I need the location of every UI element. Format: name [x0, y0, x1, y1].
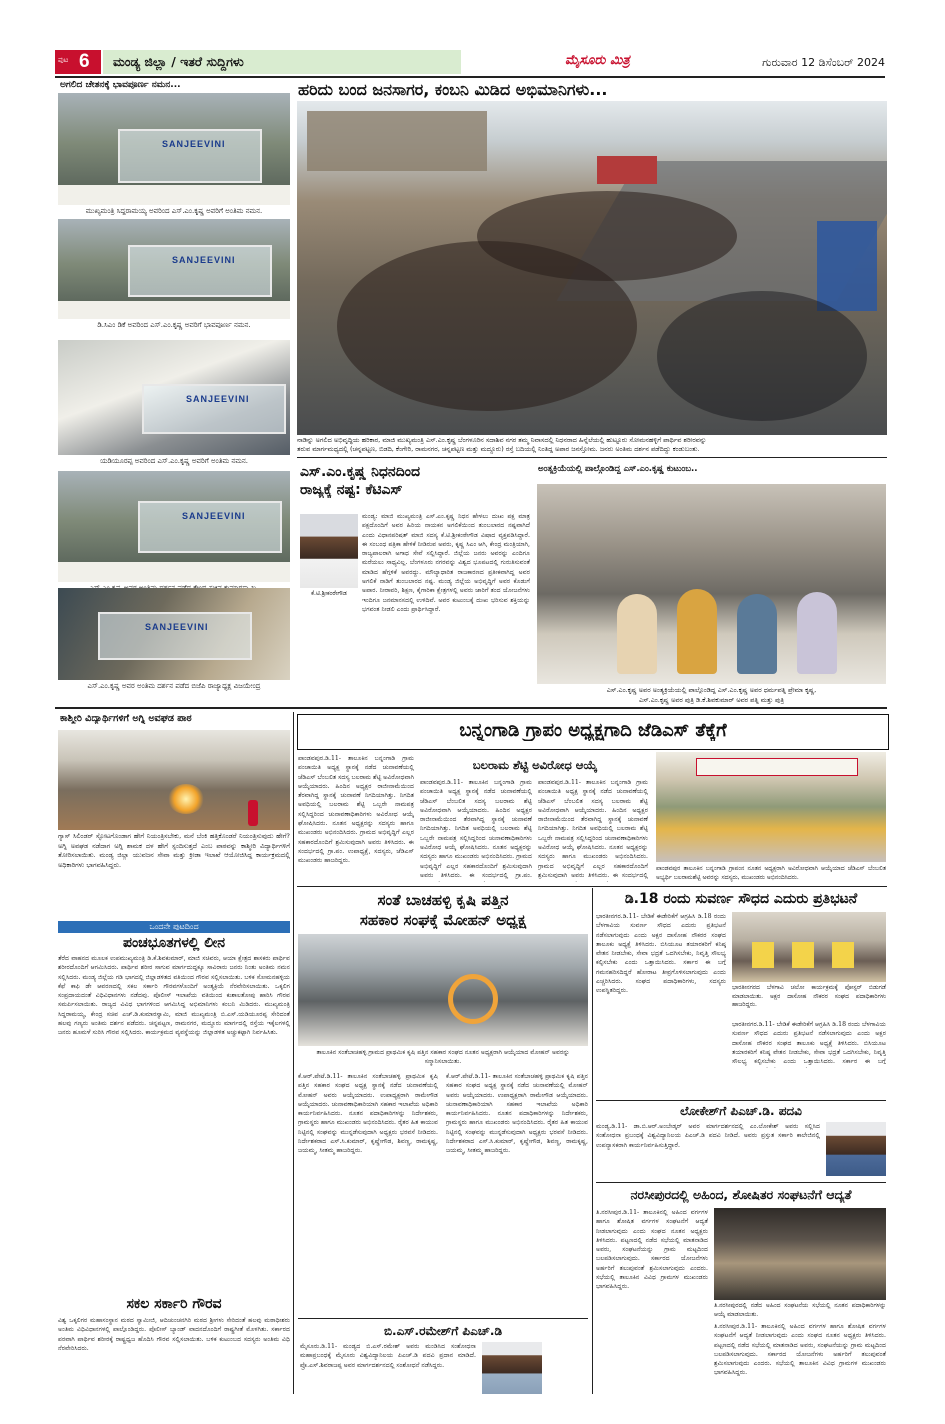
- bus: [597, 156, 657, 184]
- seated-person: [797, 592, 837, 674]
- masthead-divider: [55, 76, 885, 78]
- lokesh-headline: ಲೋಕೇಶ್‌ಗೆ ಪಿಎಚ್.ಡಿ. ಪದವಿ: [680, 1104, 802, 1118]
- tribute-caption-2: ಡಿ.ಸಿಎಂ ಡಿಕೆ ಅವರಿಂದ ಎಸ್.ಎಂ.ಕೃಷ್ಣ ಅವರಿಗೆ ಭಾವಪೂರ್ಣ ನಮನ.: [58, 320, 290, 330]
- coop-headline-1: ಸಂತೆ ಬಾಚಹಳ್ಳಿ ಕೃಷಿ ಪತ್ತಿನ: [377, 891, 509, 909]
- jds-banner: ಬನ್ನಂಗಾಡಿ ಗ್ರಾಪಂ ಅಧ್ಯಕ್ಷಗಾದಿ ಜೆಡಿಎಸ್ ತೆಕ್ಕೆಗೆ: [459, 720, 727, 741]
- casket-label: SANJEEVINI: [186, 394, 250, 404]
- tribute-photo-1: [58, 93, 290, 205]
- narasipura-body: ತಿ.ನರಸೀಪುರ.ಡಿ.11- ತಾಲೂಕಿನಲ್ಲಿ ಅಹಿಂದ ವರ್ಗಗಳ ಹಾಗೂ ಶೋಷಿತ ವರ್ಗಗಳ ಸಂಘಟನೆಗೆ ಆದ್ಯತೆ ನೀಡಲಾಗುವುದು ಎಂದು ಸಂಘದ ನೂತನ ಅಧ್ಯಕ್ಷರು ತಿಳಿಸಿದರು. ಪಟ್ಟಣದಲ್ಲಿ ನಡೆದ ಸಭೆಯಲ್ಲಿ ಮಾತನಾಡಿದ ಅವರು, ಸಂಘಟನೆಯನ್ನು ಗ್ರಾಮ ಮಟ್ಟದಿಂದ ಬಲಪಡಿಸಲಾಗುವುದು. ಸರ್ಕಾರದ ಯೋಜನೆಗಳು ಅರ್ಹರಿಗೆ ತಲುಪುವಂತೆ ಶ್ರಮಿಸಲಾಗುವುದು ಎಂದರು. ಸಭೆಯಲ್ಲಿ ತಾಲೂಕಿನ ವಿವಿಧ ಗ್ರಾಮಗಳ ಮುಖಂಡರು ಭಾಗವಹಿಸಿದ್ದರು.: [596, 1209, 708, 1291]
- paper-name: ಮೈಸೂರು ಮಿತ್ರ: [565, 53, 630, 68]
- jds-photo: [656, 752, 886, 862]
- continued-tag: [58, 921, 290, 933]
- office-sign: [696, 758, 858, 776]
- protest-photo-caption: ಭಾರತೀನಗರದ ಬೆಳಗಾವಿ ಚಲೋ ಕಾರ್ಯಕ್ರಮಕ್ಕೆ ಪೋಸ್ಟರ್ ಬಿಡುಗಡೆ ಮಾಡಲಾಯಿತು. ಅಕ್ಷರ ದಾಸೋಹ ನೌಕರರ ಸಂಘದ ಪದಾಧಿಕಾರಿಗಳು ಹಾಜರಿದ್ದರು.: [732, 984, 886, 1008]
- jds-subhead: ಬಲರಾಮ ಶೆಟ್ಟಿ ಅವಿರೋಧ ಆಯ್ಕೆ: [472, 758, 598, 772]
- fire-extinguisher: [248, 800, 258, 826]
- divider: [297, 457, 887, 458]
- casket-label: SANJEEVINI: [145, 622, 209, 632]
- coop-photo-caption: ತಾಲೂಕಿನ ಸಂತೆಬಾಚಹಳ್ಳಿ ಗ್ರಾಮದ ಪ್ರಾಥಮಿಕ ಕೃಷಿ ಪತ್ತಿನ ಸಹಕಾರ ಸಂಘದ ನೂತನ ಅಧ್ಯಕ್ಷರಾಗಿ ಆಯ್ಕೆಯಾದ ಮೋಹನ್ ಅವರನ್ನು ಸನ್ಮಾನಿಸಲಾಯಿತು.: [316, 1049, 570, 1065]
- column-divider: [592, 888, 593, 1394]
- jds-photo-caption: ಪಾಂಡವಪುರ ತಾಲೂಕಿನ ಬನ್ನಂಗಾಡಿ ಗ್ರಾಪಂನ ನೂತನ ಅಧ್ಯಕ್ಷರಾಗಿ ಅವಿರೋಧವಾಗಿ ಆಯ್ಕೆಯಾದ ಜೆಡಿಎಸ್ ಬೆಂಬಲಿತ ಅಭ್ಯರ್ಥಿ ಬಲರಾಮಶೆಟ್ಟಿ ಅವರನ್ನು ಸದಸ್ಯರು, ಮುಖಂಡರು ಅಭಿನಂದಿಸಿದರು.: [656, 865, 886, 881]
- crowd: [657, 291, 867, 421]
- casket: [118, 129, 262, 183]
- column-divider: [293, 712, 294, 1394]
- flower-bed: [58, 301, 290, 319]
- flower-bed: [58, 185, 290, 205]
- masthead: [55, 50, 885, 74]
- ktis-body: ಮಂಡ್ಯ: ಮಾಜಿ ಮುಖ್ಯಮಂತ್ರಿ ಎಸ್.ಎಂ.ಕೃಷ್ಣ ನಿಧನ ಹೇಳಲು ದುಃಖ ಪಕ್ಷ ಮಾತ್ರ ಪಕ್ಷದೊಂದಿಗೆ ಅವರ ಹಿರಿಯ ನಾಯಕನ ಅಗಲಿಕೆಯಿಂದ ತುಂಬಲಾರದ ನಷ್ಟವಾಗಿದೆ ಎಂದು ವಿಧಾನಪರಿಷತ್ ಮಾಜಿ ಸದಸ್ಯ ಕೆ.ಟಿ.ಶ್ರೀಕಂಠೇಗೌಡ ವಿಷಾದ ವ್ಯಕ್ತಪಡಿಸಿದ್ದಾರೆ. ಈ ಸಂಬಂಧ ಪತ್ರಿಕಾ ಹೇಳಿಕೆ ನೀಡಿರುವ ಅವರು, ಕೃಷ್ಣ ಸಿಎಂ ಆಗಿ, ಕೇಂದ್ರ ಮಂತ್ರಿಯಾಗಿ, ರಾಜ್ಯಪಾಲರಾಗಿ ಅಗಾಧ ಸೇವೆ ಸಲ್ಲಿಸಿದ್ದಾರೆ. ಜಿಲ್ಲೆಯ ಜನರು ಅವರನ್ನು ಎಂದಿಗೂ ಮರೆಯಲು ಸಾಧ್ಯವಿಲ್ಲ. ಬೆಂಗಳೂರು ನಗರವನ್ನು ವಿಶ್ವದ ಭೂಪಟದಲ್ಲಿ ಗುರುತಿಸುವಂತೆ ಮಾಡಿದ ಹೆಗ್ಗಳಿಕೆ ಅವರದ್ದು. ಮೌಲ್ಯಾಧಾರಿತ ರಾಜಕಾರಣದ ಪ್ರತೀಕವಾಗಿದ್ದ ಅವರ ಅಗಲಿಕೆ ನಾಡಿಗೆ ತುಂಬಲಾರದ ನಷ್ಟ. ಮಂಡ್ಯ ಜಿಲ್ಲೆಯ ಅಭಿವೃದ್ಧಿಗೆ ಅವರ ಕೊಡುಗೆ ಅಪಾರ. ನೀರಾವರಿ, ಶಿಕ್ಷಣ, ಕೈಗಾರಿಕಾ ಕ್ಷೇತ್ರಗಳಲ್ಲಿ ಅವರು ಜಾರಿಗೆ ತಂದ ಯೋಜನೆಗಳು ಇಂದಿಗೂ ಜನಮಾನಸದಲ್ಲಿ ಉಳಿದಿವೆ. ಅವರ ಕುಟುಂಬಕ್ಕೆ ದುಃಖ ಭರಿಸುವ ಶಕ್ತಿಯನ್ನು ಭಗವಂತ ನೀಡಲಿ ಎಂದು ಪ್ರಾರ್ಥಿಸಿದ್ದಾರೆ.: [362, 513, 530, 613]
- continued-tag-text: ಒಂದನೇ ಪುಟದಿಂದ: [149, 922, 199, 931]
- tribute-caption-1: ಮುಖ್ಯಮಂತ್ರಿ ಸಿದ್ದರಾಮಯ್ಯ ಅವರಿಂದ ಎಸ್.ಎಂ.ಕೃಷ್ಣ ಅವರಿಗೆ ಅಂತಿಮ ನಮನ.: [58, 206, 290, 216]
- protest-headline: ಡಿ.18 ರಂದು ಸುವರ್ಣ ಸೌಧದ ಎದುರು ಪ್ರತಿಭಟನೆ: [624, 891, 858, 907]
- kashmir-photo: [58, 730, 290, 830]
- protest-body-col2: ಭಾರತೀನಗರ.ಡಿ.11- ಬೇಡಿಕೆ ಈಡೇರಿಕೆಗೆ ಆಗ್ರಹಿಸಿ ಡಿ.18 ರಂದು ಬೆಳಗಾವಿಯ ಸುವರ್ಣ ಸೌಧದ ಎದುರು ಪ್ರತಿಭಟನೆ ನಡೆಸಲಾಗುವುದು ಎಂದು ಅಕ್ಷರ ದಾಸೋಹ ನೌಕರರ ಸಂಘದ ತಾಲೂಕು ಅಧ್ಯಕ್ಷೆ ತಿಳಿಸಿದರು. ಬಿಸಿಯೂಟ ತಯಾರಕರಿಗೆ ಕನಿಷ್ಠ ವೇತನ ನೀಡಬೇಕು, ಸೇವಾ ಭದ್ರತೆ ಒದಗಿಸಬೇಕು, ನಿವೃತ್ತಿ ಸೌಲಭ್ಯ ಕಲ್ಪಿಸಬೇಕು ಎಂದು ಒತ್ತಾಯಿಸಿದರು. ಸರ್ಕಾರ ಈ ಬಗ್ಗೆ: [732, 1021, 886, 1066]
- flower-bed: [58, 562, 290, 582]
- ktis-portrait: [300, 514, 358, 588]
- section-title-bar: [103, 50, 461, 74]
- poster: [752, 942, 774, 968]
- page-label: ಪುಟ: [58, 56, 69, 64]
- tribute-photo-5: [58, 588, 290, 680]
- divider: [298, 1318, 588, 1319]
- poster: [832, 942, 854, 968]
- tribute-caption-5: ಎಸ್.ಎಂ.ಕೃಷ್ಣ ಅವರ ಅಂತಿಮ ದರ್ಶನ ಪಡೆದ ಬಿಜೆಪಿ ರಾಜ್ಯಾಧ್ಯಕ್ಷ ವಿಜಯೇಂದ್ರ: [58, 681, 290, 691]
- garland: [448, 974, 498, 1024]
- protest-photo: [732, 912, 886, 982]
- ktis-headline-2: ರಾಜ್ಯಕ್ಕೆ ನಷ್ಟ: ಕೆಟಿಎಸ್: [300, 482, 403, 498]
- continued-body: ತೆರೆದ ವಾಹನದ ಮೂಲಕ ಉಪಮುಖ್ಯಮಂತ್ರಿ ಡಿ.ಕೆ.ಶಿವಕುಮಾರ್, ಮಾಜಿ ಸಚಿವರು, ಆಯಾ ಕ್ಷೇತ್ರದ ಶಾಸಕರು ಪಾರ್ಥಿವ ಶರೀರದೊಂದಿಗೆ ಆಗಮಿಸಿದರು. ಪಾರ್ಥಿವ ಶರೀರ ಸಾಗುವ ಮಾರ್ಗದುದ್ದಕ್ಕೂ ಸಾವಿರಾರು ಜನರು ನಿಂತು ಅಂತಿಮ ನಮನ ಸಲ್ಲಿಸಿದರು. ಮಂಡ್ಯ ಜಿಲ್ಲೆಯ ಗಡಿ ಭಾಗದಲ್ಲಿ ಜಿಲ್ಲಾಡಳಿತದ ವತಿಯಿಂದ ಗೌರವ ಸಲ್ಲಿಸಲಾಯಿತು. ಬಳಿಕ ಸೋಮನಹಳ್ಳಿಯ ಕೆಫೆ ಕಾಫಿ ಡೇ ಆವರಣದಲ್ಲಿ ಸಕಲ ಸರ್ಕಾರಿ ಗೌರವಗಳೊಂದಿಗೆ ಅಂತ್ಯಕ್ರಿಯೆ ನೆರವೇರಿಸಲಾಯಿತು. ಒಕ್ಕಲಿಗ ಸಂಪ್ರದಾಯದಂತೆ ವಿಧಿವಿಧಾನಗಳು ನಡೆದವು. ಪೊಲೀಸ್ ಇಲಾಖೆಯ ವತಿಯಿಂದ ಕುಶಾಲತೋಪು ಹಾರಿಸಿ ಗೌರವ ಸಮರ್ಪಿಸಲಾಯಿತು. ರಾಜ್ಯದ ವಿವಿಧ ಭಾಗಗಳಿಂದ ಆಗಮಿಸಿದ್ದ ಅಭಿಮಾನಿಗಳು ಕಂಬನಿ ಮಿಡಿದರು. ಮುಖ್ಯಮಂತ್ರಿ ಸಿದ್ದರಾಮಯ್ಯ, ಕೇಂದ್ರ ಸಚಿವ ಎಚ್.ಡಿ.ಕುಮಾರಸ್ವಾಮಿ, ಮಾಜಿ ಮುಖ್ಯಮಂತ್ರಿ ಬಿ.ಎಸ್.ಯಡಿಯೂರಪ್ಪ ಸೇರಿದಂತೆ ಹಲವು ಗಣ್ಯರು ಅಂತಿಮ ದರ್ಶನ ಪಡೆದರು. ಚನ್ನಪಟ್ಟಣ, ರಾಮನಗರ, ಮದ್ದೂರು ಮಾರ್ಗದಲ್ಲಿ ರಸ್ತೆಯ ಇಕ್ಕೆಲಗಳಲ್ಲಿ ಜನರು ಹೂಮಳೆ ಸುರಿಸಿ ಗೌರವ ಸಲ್ಲಿಸಿದರು. ಕಾರ್ಯಕ್ರಮದ ವ್ಯವಸ್ಥೆಯನ್ನು ಜಿಲ್ಲಾಡಳಿತ ಅಚ್ಚುಕಟ್ಟಾಗಿ ನಿರ್ವಹಿಸಿತು.: [58, 955, 290, 1037]
- narasipura-photo: [714, 1208, 886, 1300]
- continued-sub-headline: ಸಕಲ ಸರ್ಕಾರಿ ಗೌರವ: [126, 1296, 222, 1312]
- coop-headline-2: ಸಹಕಾರ ಸಂಘಕ್ಕೆ ಮೋಹನ್ ಅಧ್ಯಕ್ಷ: [359, 911, 527, 929]
- coop-body-col2: ಕೆ.ಆರ್.ಪೇಟೆ.ಡಿ.11- ತಾಲೂಕಿನ ಸಂತೆಬಾಚಹಳ್ಳಿ ಪ್ರಾಥಮಿಕ ಕೃಷಿ ಪತ್ತಿನ ಸಹಕಾರ ಸಂಘದ ಅಧ್ಯಕ್ಷ ಸ್ಥಾನಕ್ಕೆ ನಡೆದ ಚುನಾವಣೆಯಲ್ಲಿ ಮೋಹನ್ ಅವರು ಆಯ್ಕೆಯಾದರು. ಉಪಾಧ್ಯಕ್ಷರಾಗಿ ರಾಮೇಗೌಡ ಆಯ್ಕೆಯಾದರು. ಚುನಾವಣಾಧಿಕಾರಿಯಾಗಿ ಸಹಕಾರ ಇಲಾಖೆಯ ಅಧಿಕಾರಿ ಕಾರ್ಯನಿರ್ವಹಿಸಿದರು. ನೂತನ ಪದಾಧಿಕಾರಿಗಳನ್ನು ನಿರ್ದೇಶಕರು, ಗ್ರಾಮಸ್ಥರು ಹಾಗೂ ಮುಖಂಡರು ಅಭಿನಂದಿಸಿದರು. ರೈತರ ಹಿತ ಕಾಯುವ ನಿಟ್ಟಿನಲ್ಲಿ ಸಂಘವನ್ನು ಮುನ್ನಡೆಸುವುದಾಗಿ ಅಧ್ಯಕ್ಷರು ಭರವಸೆ ನೀಡಿದರು. ನಿರ್ದೇಶಕರಾದ ಎಸ್.ಸಿ.ಕುಮಾರ್, ಕೃಷ್ಣೇಗೌಡ, ಶಿವಣ್ಣ, ರಾಮಕೃಷ್ಣ, ಜಯಮ್ಮ, ಸೀತಮ್ಮ ಹಾಜರಿದ್ದರು.: [446, 1073, 588, 1155]
- seated-person: [677, 589, 717, 674]
- ktis-headline-1: ಎಸ್.ಎಂ.ಕೃಷ್ಣ ನಿಧನದಿಂದ: [300, 464, 420, 480]
- main-crowd-photo: [297, 101, 887, 435]
- casket: [128, 245, 272, 297]
- fire-blaze: [168, 784, 204, 814]
- continued-sub-body: ವಿಶ್ವ ಒಕ್ಕಲಿಗರ ಮಹಾಸಂಸ್ಥಾನ ಮಠದ ಸ್ವಾಮೀಜಿ, ಆದಿಚುಂಚನಗಿರಿ ಮಠದ ಶ್ರೀಗಳು ಸೇರಿದಂತೆ ಹಲವು ಮಠಾಧೀಶರು ಅಂತಿಮ ವಿಧಿವಿಧಾನಗಳಲ್ಲಿ ಪಾಲ್ಗೊಂಡಿದ್ದರು. ಪೊಲೀಸ್ ಬ್ಯಾಂಡ್ ವಾದನದೊಂದಿಗೆ ರಾಷ್ಟ್ರಗೀತೆ ಮೊಳಗಿತು. ಸರ್ಕಾರದ ಪರವಾಗಿ ಪಾರ್ಥಿವ ಶರೀರಕ್ಕೆ ರಾಷ್ಟ್ರಧ್ವಜ ಹೊದಿಸಿ ಗೌರವ ಸಲ್ಲಿಸಲಾಯಿತು. ಬಳಿಕ ಕುಟುಂಬದ ಸದಸ್ಯರು ಅಂತಿಮ ವಿಧಿ ನೆರವೇರಿಸಿದರು.: [58, 1317, 290, 1352]
- poster: [792, 942, 814, 968]
- ramesh-portrait: [482, 1342, 542, 1394]
- family-photo: [537, 484, 886, 684]
- page-number-badge: [55, 50, 101, 74]
- main-caption-line-1: ನಾಡಿನ್ನು ಅಗಲಿದ ಅಭಿವೃದ್ಧಿಯ ಹರಿಕಾರ, ಮಾಜಿ ಮುಖ್ಯಮಂತ್ರಿ ಎಸ್.ಎಂ.ಕೃಷ್ಣ ಬೆಂಗಳೂರಿನ ಸದಾಶಿವ ನಗರ ತಮ್ಮ ನಿವಾಸದಲ್ಲಿ ನಿಧನರಾದ ಹಿನ್ನೆಲೆಯಲ್ಲಿ ಹುಟ್ಟೂರು ಸೋಮನಹಳ್ಳಿಗೆ ಪಾರ್ಥಿವ ಶರೀರವನ್ನು: [297, 436, 887, 445]
- jds-banner-box: [297, 714, 889, 750]
- lokesh-portrait: [826, 1122, 886, 1176]
- issue-date: ಗುರುವಾರ 12 ಡಿಸೆಂಬರ್ 2024: [762, 56, 885, 69]
- jds-intro: ಪಾಂಡವಪುರ.ಡಿ.11- ತಾಲೂಕಿನ ಬನ್ನಂಗಾಡಿ ಗ್ರಾಮ ಪಂಚಾಯಿತಿ ಅಧ್ಯಕ್ಷ ಸ್ಥಾನಕ್ಕೆ ನಡೆದ ಚುನಾವಣೆಯಲ್ಲಿ ಜೆಡಿಎಸ್ ಬೆಂಬಲಿತ ಸದಸ್ಯ ಬಲರಾಮ ಶೆಟ್ಟಿ ಅವಿರೋಧವಾಗಿ ಆಯ್ಕೆಯಾದರು. ಹಿಂದಿನ ಅಧ್ಯಕ್ಷರ ರಾಜೀನಾಮೆಯಿಂದ ತೆರವಾಗಿದ್ದ ಸ್ಥಾನಕ್ಕೆ ಚುನಾವಣೆ ನಿಗದಿಯಾಗಿತ್ತು. ನಿಗದಿತ ಅವಧಿಯಲ್ಲಿ ಬಲರಾಮ ಶೆಟ್ಟಿ ಒಬ್ಬರೇ ನಾಮಪತ್ರ ಸಲ್ಲಿಸಿದ್ದರಿಂದ ಚುನಾವಣಾಧಿಕಾರಿಗಳು ಅವಿರೋಧ ಆಯ್ಕೆ ಘೋಷಿಸಿದರು. ನೂತನ ಅಧ್ಯಕ್ಷರನ್ನು ಸದಸ್ಯರು ಹಾಗೂ ಮುಖಂಡರು ಅಭಿನಂದಿಸಿದರು. ಗ್ರಾಮದ ಅಭಿವೃದ್ಧಿಗೆ ಎಲ್ಲರ ಸಹಕಾರದೊಂದಿಗೆ ಶ್ರಮಿಸುವುದಾಗಿ ಅವರು ತಿಳಿಸಿದರು. ಈ ಸಂದರ್ಭದಲ್ಲಿ ಗ್ರಾ.ಪಂ. ಉಪಾಧ್ಯಕ್ಷೆ, ಸದಸ್ಯರು, ಜೆಡಿಎಸ್ ಮುಖಂಡರು ಹಾಜರಿದ್ದರು.: [298, 755, 414, 865]
- ramesh-headline: ಬಿ.ಎಸ್.ರಮೇಶ್‌ಗೆ ಪಿಎಚ್.ಡಿ: [383, 1324, 503, 1338]
- casket-label: SANJEEVINI: [172, 255, 236, 265]
- divider: [596, 1182, 886, 1183]
- tribute-photo-4: [58, 471, 290, 582]
- main-caption-line-2: ತರುವ ಮಾರ್ಗಮಧ್ಯದಲ್ಲಿ (ಚನ್ನಪಟ್ಟಣ, ಬಿಡದಿ, ಕೆಂಗೇರಿ, ರಾಮನಗರ, ಚನ್ನಪಟ್ಟಣ ಮತ್ತು ಮದ್ದೂರು) ರಸ್ತೆ ಬದಿಯಲ್ಲಿ ನಿಂತಿದ್ದ ಅಪಾರ ಜನಸ್ತೋಮ. ಜನರು ಅಂತಿಮ ದರ್ಶನ ಪಡೆದಿದ್ದು ಕಂಡುಬಂತು.: [297, 445, 887, 454]
- divider: [596, 1100, 886, 1101]
- tribute-header: ಅಗಲಿದ ಚೇತನಕ್ಕೆ ಭಾವಪೂರ್ಣ ನಮನ...: [60, 80, 181, 90]
- ramesh-body: ಮೈಸೂರು.ಡಿ.11- ಮಂಡ್ಯದ ಬಿ.ಎಸ್.ರಮೇಶ್ ಅವರು ಮಂಡಿಸಿದ ಸಂಶೋಧನಾ ಮಹಾಪ್ರಬಂಧಕ್ಕೆ ಮೈಸೂರು ವಿಶ್ವವಿದ್ಯಾನಿಲಯ ಪಿಎಚ್.ಡಿ ಪದವಿ ಪ್ರದಾನ ಮಾಡಿದೆ. ಪ್ರೊ.ಎಸ್.ಶಿವರಾಜಪ್ಪ ಅವರ ಮಾರ್ಗದರ್ಶನದಲ್ಲಿ ಸಂಶೋಧನೆ ನಡೆಸಿದ್ದರು.: [300, 1343, 476, 1369]
- coop-body-col1: ಕೆ.ಆರ್.ಪೇಟೆ.ಡಿ.11- ತಾಲೂಕಿನ ಸಂತೆಬಾಚಹಳ್ಳಿ ಪ್ರಾಥಮಿಕ ಕೃಷಿ ಪತ್ತಿನ ಸಹಕಾರ ಸಂಘದ ಅಧ್ಯಕ್ಷ ಸ್ಥಾನಕ್ಕೆ ನಡೆದ ಚುನಾವಣೆಯಲ್ಲಿ ಮೋಹನ್ ಅವರು ಆಯ್ಕೆಯಾದರು. ಉಪಾಧ್ಯಕ್ಷರಾಗಿ ರಾಮೇಗೌಡ ಆಯ್ಕೆಯಾದರು. ಚುನಾವಣಾಧಿಕಾರಿಯಾಗಿ ಸಹಕಾರ ಇಲಾಖೆಯ ಅಧಿಕಾರಿ ಕಾರ್ಯನಿರ್ವಹಿಸಿದರು. ನೂತನ ಪದಾಧಿಕಾರಿಗಳನ್ನು ನಿರ್ದೇಶಕರು, ಗ್ರಾಮಸ್ಥರು ಹಾಗೂ ಮುಖಂಡರು ಅಭಿನಂದಿಸಿದರು. ರೈತರ ಹಿತ ಕಾಯುವ ನಿಟ್ಟಿನಲ್ಲಿ ಸಂಘವನ್ನು ಮುನ್ನಡೆಸುವುದಾಗಿ ಅಧ್ಯಕ್ಷರು ಭರವಸೆ ನೀಡಿದರು. ನಿರ್ದೇಶಕರಾದ ಎಸ್.ಸಿ.ಕುಮಾರ್, ಕೃಷ್ಣೇಗೌಡ, ಶಿವಣ್ಣ, ರಾಮಕೃಷ್ಣ, ಜಯಮ್ಮ, ಸೀತಮ್ಮ ಹಾಜರಿದ್ದರು.: [298, 1073, 438, 1155]
- seated-person: [617, 594, 657, 674]
- continued-headline: ಪಂಚಭೂತಗಳಲ್ಲಿ ಲೀನ: [122, 935, 226, 951]
- family-caption-line-2: ಎಸ್.ಎಂ.ಕೃಷ್ಣ ಅವರ ಪುತ್ರಿ ಡಿ.ಕೆ.ಶಿವಕುಮಾರ್ ಅವರ ಪತ್ನಿ ಮತ್ತು ಪುತ್ರಿ: [537, 695, 886, 705]
- casket-label: SANJEEVINI: [162, 139, 226, 149]
- section-divider: [55, 707, 887, 709]
- jds-body-col2: ಪಾಂಡವಪುರ.ಡಿ.11- ತಾಲೂಕಿನ ಬನ್ನಂಗಾಡಿ ಗ್ರಾಮ ಪಂಚಾಯಿತಿ ಅಧ್ಯಕ್ಷ ಸ್ಥಾನಕ್ಕೆ ನಡೆದ ಚುನಾವಣೆಯಲ್ಲಿ ಜೆಡಿಎಸ್ ಬೆಂಬಲಿತ ಸದಸ್ಯ ಬಲರಾಮ ಶೆಟ್ಟಿ ಅವಿರೋಧವಾಗಿ ಆಯ್ಕೆಯಾದರು. ಹಿಂದಿನ ಅಧ್ಯಕ್ಷರ ರಾಜೀನಾಮೆಯಿಂದ ತೆರವಾಗಿದ್ದ ಸ್ಥಾನಕ್ಕೆ ಚುನಾವಣೆ ನಿಗದಿಯಾಗಿತ್ತು. ನಿಗದಿತ ಅವಧಿಯಲ್ಲಿ ಬಲರಾಮ ಶೆಟ್ಟಿ ಒಬ್ಬರೇ ನಾಮಪತ್ರ ಸಲ್ಲಿಸಿದ್ದರಿಂದ ಚುನಾವಣಾಧಿಕಾರಿಗಳು ಅವಿರೋಧ ಆಯ್ಕೆ ಘೋಷಿಸಿದರು. ನೂತನ ಅಧ್ಯಕ್ಷರನ್ನು ಸದಸ್ಯರು ಹಾಗೂ ಮುಖಂಡರು ಅಭಿನಂದಿಸಿದರು. ಗ್ರಾಮದ ಅಭಿವೃದ್ಧಿಗೆ ಎಲ್ಲರ ಸಹಕಾರದೊಂದಿಗೆ ಶ್ರಮಿಸುವುದಾಗಿ ಅವರು ತಿಳಿಸಿದರು. ಈ ಸಂದರ್ಭದಲ್ಲಿ ಗ್ರಾ.ಪಂ.: [420, 779, 532, 879]
- building: [307, 111, 487, 171]
- family-caption-line-1: ಎಸ್.ಎಂ.ಕೃಷ್ಣ ಅವರ ಅಂತ್ಯಕ್ರಿಯೆಯಲ್ಲಿ ಪಾಲ್ಗೊಂಡಿದ್ದ ಎಸ್.ಎಂ.ಕೃಷ್ಣ ಅವರ ಧರ್ಮಪತ್ನಿ ಪ್ರೇಮಾ ಕೃಷ್ಣ,: [537, 685, 886, 695]
- kashmir-header: ಕಾಶ್ಮೀರಿ ವಿದ್ಯಾರ್ಥಿಗಳಿಗೆ ಅಗ್ನಿ ಅವಘಡ ಪಾಠ: [60, 713, 192, 724]
- main-headline: ಹರಿದು ಬಂದ ಜನಸಾಗರ, ಕಂಬನಿ ಮಿಡಿದ ಅಭಿಮಾನಿಗಳು...: [298, 80, 608, 99]
- shop-sign: [817, 221, 877, 311]
- casket: [142, 384, 286, 434]
- narasipura-headline: ನರಸೀಪುರದಲ್ಲಿ ಅಹಿಂದ, ಶೋಷಿತರ ಸಂಘಟನೆಗೆ ಆದ್ಯತೆ: [630, 1187, 852, 1202]
- jds-body-col3: ಪಾಂಡವಪುರ.ಡಿ.11- ತಾಲೂಕಿನ ಬನ್ನಂಗಾಡಿ ಗ್ರಾಮ ಪಂಚಾಯಿತಿ ಅಧ್ಯಕ್ಷ ಸ್ಥಾನಕ್ಕೆ ನಡೆದ ಚುನಾವಣೆಯಲ್ಲಿ ಜೆಡಿಎಸ್ ಬೆಂಬಲಿತ ಸದಸ್ಯ ಬಲರಾಮ ಶೆಟ್ಟಿ ಅವಿರೋಧವಾಗಿ ಆಯ್ಕೆಯಾದರು. ಹಿಂದಿನ ಅಧ್ಯಕ್ಷರ ರಾಜೀನಾಮೆಯಿಂದ ತೆರವಾಗಿದ್ದ ಸ್ಥಾನಕ್ಕೆ ಚುನಾವಣೆ ನಿಗದಿಯಾಗಿತ್ತು. ನಿಗದಿತ ಅವಧಿಯಲ್ಲಿ ಬಲರಾಮ ಶೆಟ್ಟಿ ಒಬ್ಬರೇ ನಾಮಪತ್ರ ಸಲ್ಲಿಸಿದ್ದರಿಂದ ಚುನಾವಣಾಧಿಕಾರಿಗಳು ಅವಿರೋಧ ಆಯ್ಕೆ ಘೋಷಿಸಿದರು. ನೂತನ ಅಧ್ಯಕ್ಷರನ್ನು ಸದಸ್ಯರು ಹಾಗೂ ಮುಖಂಡರು ಅಭಿನಂದಿಸಿದರು. ಗ್ರಾಮದ ಅಭಿವೃದ್ಧಿಗೆ ಎಲ್ಲರ ಸಹಕಾರದೊಂದಿಗೆ ಶ್ರಮಿಸುವುದಾಗಿ ಅವರು ತಿಳಿಸಿದರು. ಈ ಸಂದರ್ಭದಲ್ಲಿ: [538, 779, 648, 879]
- lokesh-body: ಮಂಡ್ಯ.ಡಿ.11- ಡಾ.ಬಿ.ಆರ್.ಅಂಬೇಡ್ಕರ್ ಅವರ ಮಾರ್ಗದರ್ಶನದಲ್ಲಿ ಎಂ.ಲೋಕೇಶ್ ಅವರು ಸಲ್ಲಿಸಿದ ಸಂಶೋಧನಾ ಪ್ರಬಂಧಕ್ಕೆ ವಿಶ್ವವಿದ್ಯಾನಿಲಯ ಪಿಎಚ್.ಡಿ ಪದವಿ ನೀಡಿದೆ. ಅವರು ಪ್ರಸ್ತುತ ಸರ್ಕಾರಿ ಕಾಲೇಜಿನಲ್ಲಿ ಉಪನ್ಯಾಸಕರಾಗಿ ಕಾರ್ಯನಿರ್ವಹಿಸುತ್ತಿದ್ದಾರೆ.: [596, 1123, 820, 1149]
- protest-body: ಭಾರತೀನಗರ.ಡಿ.11- ಬೇಡಿಕೆ ಈಡೇರಿಕೆಗೆ ಆಗ್ರಹಿಸಿ ಡಿ.18 ರಂದು ಬೆಳಗಾವಿಯ ಸುವರ್ಣ ಸೌಧದ ಎದುರು ಪ್ರತಿಭಟನೆ ನಡೆಸಲಾಗುವುದು ಎಂದು ಅಕ್ಷರ ದಾಸೋಹ ನೌಕರರ ಸಂಘದ ತಾಲೂಕು ಅಧ್ಯಕ್ಷೆ ತಿಳಿಸಿದರು. ಬಿಸಿಯೂಟ ತಯಾರಕರಿಗೆ ಕನಿಷ್ಠ ವೇತನ ನೀಡಬೇಕು, ಸೇವಾ ಭದ್ರತೆ ಒದಗಿಸಬೇಕು, ನಿವೃತ್ತಿ ಸೌಲಭ್ಯ ಕಲ್ಪಿಸಬೇಕು ಎಂದು ಒತ್ತಾಯಿಸಿದರು. ಸರ್ಕಾರ ಈ ಬಗ್ಗೆ ಗಮನಹರಿಸದಿದ್ದರೆ ಹೋರಾಟ ತೀವ್ರಗೊಳಿಸಲಾಗುವುದು ಎಂದು ಎಚ್ಚರಿಸಿದರು. ಸಂಘದ ಪದಾಧಿಕಾರಿಗಳು, ಸದಸ್ಯರು ಉಪಸ್ಥಿತರಿದ್ದರು.: [596, 913, 726, 995]
- casket: [98, 612, 252, 660]
- tribute-photo-3: [58, 340, 290, 455]
- page-number: 6: [79, 51, 90, 72]
- family-header: ಅಂತ್ಯಕ್ರಿಯೆಯಲ್ಲಿ ಪಾಲ್ಗೊಂಡಿದ್ದ ಎಸ್.ಎಂ.ಕೃಷ್ಣ ಕುಟುಂಬ..: [538, 464, 698, 474]
- coop-photo: [298, 934, 588, 1046]
- tribute-caption-3: ಯಡಿಯೂರಪ್ಪ ಅವರಿಂದ ಎಸ್.ಎಂ.ಕೃಷ್ಣ ಅವರಿಗೆ ಅಂತಿಮ ನಮನ.: [58, 456, 290, 466]
- casket: [138, 501, 282, 553]
- divider: [297, 886, 887, 887]
- narasipura-body-col2: ತಿ.ನರಸೀಪುರ.ಡಿ.11- ತಾಲೂಕಿನಲ್ಲಿ ಅಹಿಂದ ವರ್ಗಗಳ ಹಾಗೂ ಶೋಷಿತ ವರ್ಗಗಳ ಸಂಘಟನೆಗೆ ಆದ್ಯತೆ ನೀಡಲಾಗುವುದು ಎಂದು ಸಂಘದ ನೂತನ ಅಧ್ಯಕ್ಷರು ತಿಳಿಸಿದರು. ಪಟ್ಟಣದಲ್ಲಿ ನಡೆದ ಸಭೆಯಲ್ಲಿ ಮಾತನಾಡಿದ ಅವರು, ಸಂಘಟನೆಯನ್ನು ಗ್ರಾಮ ಮಟ್ಟದಿಂದ ಬಲಪಡಿಸಲಾಗುವುದು. ಸರ್ಕಾರದ ಯೋಜನೆಗಳು ಅರ್ಹರಿಗೆ ತಲುಪುವಂತೆ ಶ್ರಮಿಸಲಾಗುವುದು ಎಂದರು. ಸಭೆಯಲ್ಲಿ ತಾಲೂಕಿನ ವಿವಿಧ ಗ್ರಾಮಗಳ ಮುಖಂಡರು ಭಾಗವಹಿಸಿದ್ದರು.: [714, 1323, 886, 1377]
- tribute-photo-2: [58, 219, 290, 319]
- crowd: [477, 191, 737, 281]
- narasipura-photo-caption: ತಿ.ನರಸೀಪುರದಲ್ಲಿ ನಡೆದ ಅಹಿಂದ ಸಂಘಟನೆಯ ಸಭೆಯಲ್ಲಿ ನೂತನ ಪದಾಧಿಕಾರಿಗಳನ್ನು ಆಯ್ಕೆ ಮಾಡಲಾಯಿತು.: [714, 1302, 886, 1318]
- casket-label: SANJEEVINI: [182, 511, 246, 521]
- seated-person: [737, 594, 777, 674]
- kashmir-caption: ಗ್ಯಾಸ್ ಸಿಲಿಂಡರ್ ಸ್ಫೋಟಗೊಂಡಾಗ ಹೇಗೆ ನಿಯಂತ್ರಿಸಬೇಕು, ಮನೆ ಬೆಂಕಿ ಹತ್ತಿಕೊಂಡರೆ ನಿಯಂತ್ರಿಸುವುದು ಹೇಗೆ? ಅಗ್ನಿ ಅವಘಡ ನಡೆದಾಗ ಅಗ್ನಿ ಶಾಮಕ ದಳ ಹೇಗೆ ಸ್ಪಂದಿಸುತ್ತದೆ ಎಂಬ ಪಾಠವನ್ನು ಕಾಶ್ಮೀರಿ ವಿದ್ಯಾರ್ಥಿಗಳಿಗೆ ತೋರಿಸಲಾಯಿತು. ಮಂಡ್ಯ ಜಿಲ್ಲಾ ಯುವಜನ ಸೇವಾ ಮತ್ತು ಕ್ರೀಡಾ ಇಲಾಖೆ ಆಯೋಜಿಸಿದ್ದ ಕಾರ್ಯಕ್ರಮದಲ್ಲಿ ಅಧಿಕಾರಿಗಳು ಭಾಗವಹಿಸಿದ್ದರು.: [58, 832, 290, 869]
- section-title: ಮಂಡ್ಯ ಜಿಲ್ಲಾ / ಇತರೆ ಸುದ್ದಿಗಳು: [113, 54, 244, 69]
- ktis-portrait-caption: ಕೆ.ಟಿ.ಶ್ರೀಕಂಠೇಗೌಡ: [300, 589, 358, 599]
